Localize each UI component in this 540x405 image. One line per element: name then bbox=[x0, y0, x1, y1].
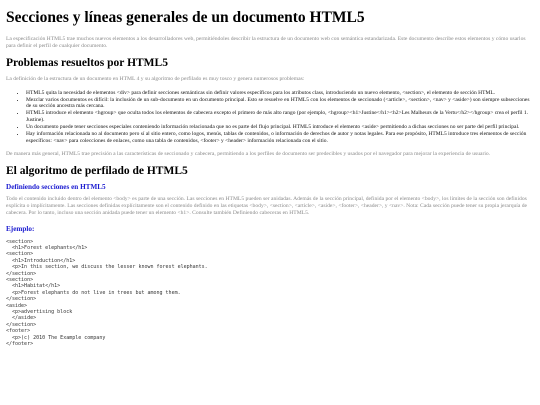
list-item: • Mezclar varios documentos es difícil: la inclusión de un sub-documento en un documento principal. Esto se resuelve en HTML5 con los elementos de seccionado (<article>, <section>, <nav> y <aside>) son siempre subsecciones de su sección ancestra más cercana. bbox=[26, 97, 534, 111]
list-item: • Hay información relacionada no al documento pero sí al sitio entero, como logos, menús, tablas de contenidos, o información de derechos de autor y notas legales. Para ese propósito, HTML5 introduce tres elementos de sección específicos: <nav> para colecciones de enlaces, como una tabla de contenidos, <footer> y <header> información relacionada con el sitio. bbox=[26, 131, 534, 145]
list-item: • HTML5 quita la necesidad de elementos <div> para definir secciones semánticas sin definir valores específicos para los atributos class, introduciendo un nuevo elemento, <section>, el elemento de sección HTML. bbox=[26, 90, 534, 97]
list-item: • HTML5 introduce el elemento <hgroup> que oculta todos los elementos de cabecera excepto el primero de más alto rango (por ejemplo, <hgroup><h1>Justine</h1><h2>Les Malheurs de la Vertu</h2></hgroup> crea el perfil 1. Justine). bbox=[26, 110, 534, 124]
problems-list bbox=[6, 90, 534, 145]
problems-lead: La definición de la estructura de un documento en HTML 4 y su algoritmo de perfilado es muy tosco y genera numerosos problemas: bbox=[6, 75, 305, 82]
algorithm-body: Todo el contenido incluido dentro del elemento <body> es parte de una sección. Las secciones en HTML5 pueden ser anidadas. Además de la sección principal, definida por el elemento <body>, los límites de la sección son definidos explícita o implícitamente. Las secciones definidas explícitamente son el contenido definido en las etiquetas <body>, <section>, <article>, <aside>, <footer>, <header>, y <nav>. Nota: Cada sección puede tener su propia jerarquía de cabecera. Por lo tanto, incluso una sección anidada puede tener un elemento <h1>. Consulte también Definiendo cabeceras en HTML5. bbox=[6, 196, 528, 217]
page-title: Secciones y líneas generales de un documento HTML5 bbox=[6, 9, 365, 26]
algorithm-heading: El algoritmo de perfilado de HTML5 bbox=[6, 164, 188, 177]
problems-heading: Problemas resueltos por HTML5 bbox=[6, 57, 168, 70]
problems-section bbox=[6, 57, 534, 158]
problems-closing: De manera más general, HTML5 trae precisión a las características de seccionado y cabecera, permitiendo a los perfiles de documento ser predecibles y usados por el navegador para mejorar la experiencia de usuario. bbox=[6, 150, 491, 157]
algorithm-section bbox=[6, 165, 534, 348]
code-example: <section> <h1>Forest elephants</h1> <section> <h1>Introduction</h1> <p>In this section, we discuss the lesser known forest elephants. </section> <section> <h1>Habitat</h1> <p>Forest elephants do not live in trees but among them. </section> <aside> <p>advertising block </aside> </section> <footer> <p>(c) 2010 The Example company </footer> bbox=[6, 238, 208, 348]
intro-paragraph: La especificación HTML5 trae muchos nuevos elementos a los desarrolladores web, permitiéndoles describir la estructura de un documento web con semántica estandarizada. Este documento describe estos elementos y cómo usarlos para definir el perfil de cualquier documento. bbox=[6, 36, 526, 50]
example-label: Ejemplo: bbox=[6, 224, 35, 233]
list-item: • Un documento puede tener secciones especiales conteniendo información relacionada que no es parte del flujo principal. HTML5 introduce el elemento <aside> permitiendo a dichas secciones no ser parte del perfil principal. bbox=[26, 124, 534, 131]
defining-sections-link[interactable]: Definiendo secciones en HTML5 bbox=[6, 183, 106, 192]
